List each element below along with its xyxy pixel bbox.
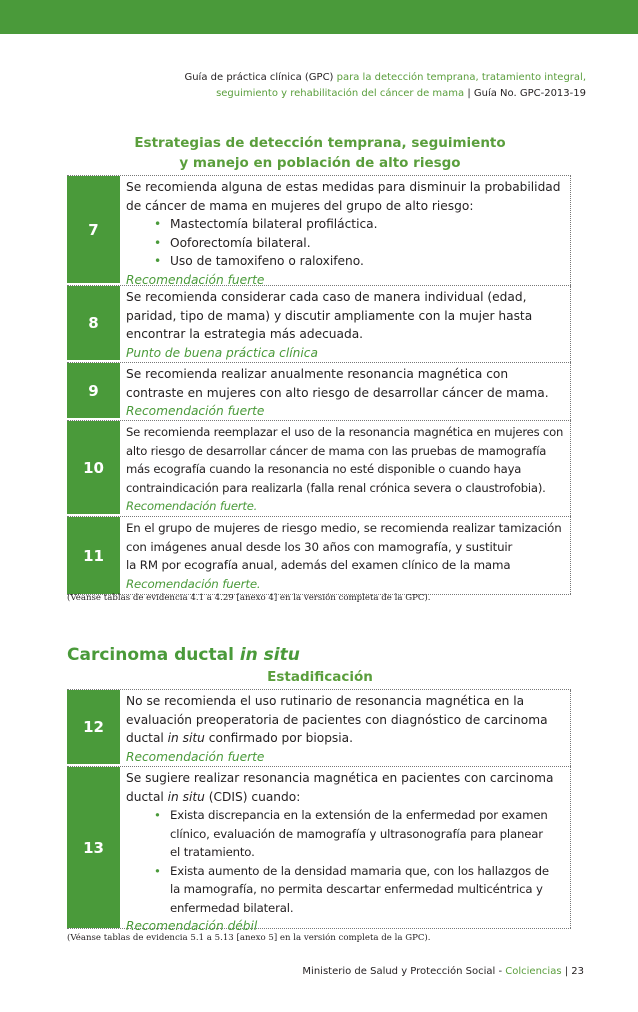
- recommendation-strength: Punto de buena práctica clínica: [126, 345, 318, 360]
- recommendation-row-7: [67, 176, 571, 286]
- recommendations-table-2: [67, 689, 571, 933]
- recommendation-text: Se recomienda alguna de estas medidas para disminuir la probabilidad de cáncer de mama en mujeres del grupo de alto riesgo: • Mastectomía bilateral profiláctica. • Ooforectomía bilateral. • Uso de tamoxifeno o raloxifeno. Recomendación fuerte: [120, 176, 571, 285]
- recommendation-number: 9: [67, 363, 120, 420]
- recommendation-text: No se recomienda el uso rutinario de resonancia magnética en la evaluación preoperatoria de pacientes con diagnóstico de carcinoma ductal in situ confirmado por biopsia. Recomendación fuerte: [120, 690, 571, 766]
- top-color-band: [0, 0, 638, 34]
- list-item: • Exista aumento de la densidad mamaria que, con los hallazgos de la mamografía, no permita descartar enfermedad multicéntrica y enfermedad bilateral.: [126, 862, 564, 918]
- evidence-note: (Véanse tablas de evidencia 5.1 a 5.13 [anexo 5] en la versión completa de la GPC).: [67, 933, 431, 943]
- page-number: | 23: [561, 966, 584, 977]
- recommendation-strength: Recomendación débil: [126, 919, 258, 933]
- recommendation-number: 8: [67, 286, 120, 362]
- recommendation-strength: Recomendación fuerte.: [126, 499, 258, 513]
- recommendation-row-9: [67, 363, 571, 421]
- header-guide-number: | Guía No. GPC-2013-19: [464, 88, 586, 99]
- recommendation-text: Se recomienda realizar anualmente resonancia magnética con contraste en mujeres con alto riesgo de desarrollar cáncer de mama. Recomendación fuerte: [120, 363, 571, 420]
- recommendation-row-13: [67, 767, 571, 933]
- recommendation-text: Se sugiere realizar resonancia magnética en pacientes con carcinoma ductal in situ (CDIS) cuando: • Exista discrepancia en la extensión de la enfermedad por examen clínico, evaluación de mamografía y ultrasonografía para planear el tratamiento. • Exista aumento de la densidad mamaria que, con los hallazgos de la mamografía, no permita descartar enfermedad multicéntrica y enfermedad bilateral. Recomendación débil: [120, 767, 571, 928]
- recommendation-text: Se recomienda reemplazar el uso de la resonancia magnética en mujeres con alto riesgo de desarrollar cáncer de mama con las pruebas de mamografía más ecografía cuando la resonancia no esté disponible o cuando haya contraindicación para realizarla (falla renal crónica severa o claustrofobia). Recomendación fuerte.: [120, 421, 571, 516]
- list-item: • Mastectomía bilateral profiláctica.: [126, 215, 564, 234]
- recommendation-strength: Recomendación fuerte: [126, 749, 265, 764]
- section-subtitle: Estadificación: [267, 669, 373, 685]
- recommendation-row-10: [67, 421, 571, 517]
- list-item: • Exista discrepancia en la extensión de la enfermedad por examen clínico, evaluación de mamografía y ultrasonografía para planear el tratamiento.: [126, 806, 564, 862]
- section-title: Carcinoma ductal in situ: [67, 645, 300, 665]
- recommendation-strength: Recomendación fuerte: [126, 272, 265, 287]
- page-header: [126, 70, 586, 102]
- recommendation-text: En el grupo de mujeres de riesgo medio, se recomienda realizar tamización con imágenes anual desde los 30 años con mamografía, y sustituir la RM por ecografía anual, además del examen clínico de la mama Recomendación fuerte.: [120, 517, 571, 594]
- recommendation-number: 10: [67, 421, 120, 516]
- recommendation-strength: Recomendación fuerte: [126, 404, 265, 418]
- block1-title: Estrategias de detección temprana, seguimiento y manejo en población de alto riesgo: [134, 135, 506, 171]
- header-text-green: para la detección temprana, tratamiento integral,: [336, 72, 586, 83]
- recommendation-number: 12: [67, 690, 120, 766]
- recommendation-strength: Recomendación fuerte.: [126, 576, 261, 591]
- list-item: • Uso de tamoxifeno o raloxifeno.: [126, 252, 564, 271]
- recommendation-number: 7: [67, 176, 120, 285]
- evidence-note: (Véanse tablas de evidencia 4.1 a 4.29 [anexo 4] en la versión completa de la GPC).: [67, 593, 431, 603]
- header-text-green: seguimiento y rehabilitación del cáncer de mama: [216, 88, 465, 99]
- recommendation-number: 11: [67, 517, 120, 594]
- list-item: • Ooforectomía bilateral.: [126, 234, 564, 253]
- header-text: Guía de práctica clínica (GPC): [184, 72, 337, 83]
- page-footer: Ministerio de Salud y Protección Social - Colciencias | 23: [302, 966, 584, 977]
- recommendation-row-8: [67, 286, 571, 363]
- recommendation-text: Se recomienda considerar cada caso de manera individual (edad, paridad, tipo de mama) y discutir ampliamente con la mujer hasta encontrar la estrategia más adecuada. Punto de buena práctica clínica: [120, 286, 571, 362]
- recommendation-row-12: [67, 690, 571, 767]
- recommendations-table-1: [67, 175, 571, 595]
- recommendation-row-11: [67, 517, 571, 595]
- recommendation-number: 13: [67, 767, 120, 928]
